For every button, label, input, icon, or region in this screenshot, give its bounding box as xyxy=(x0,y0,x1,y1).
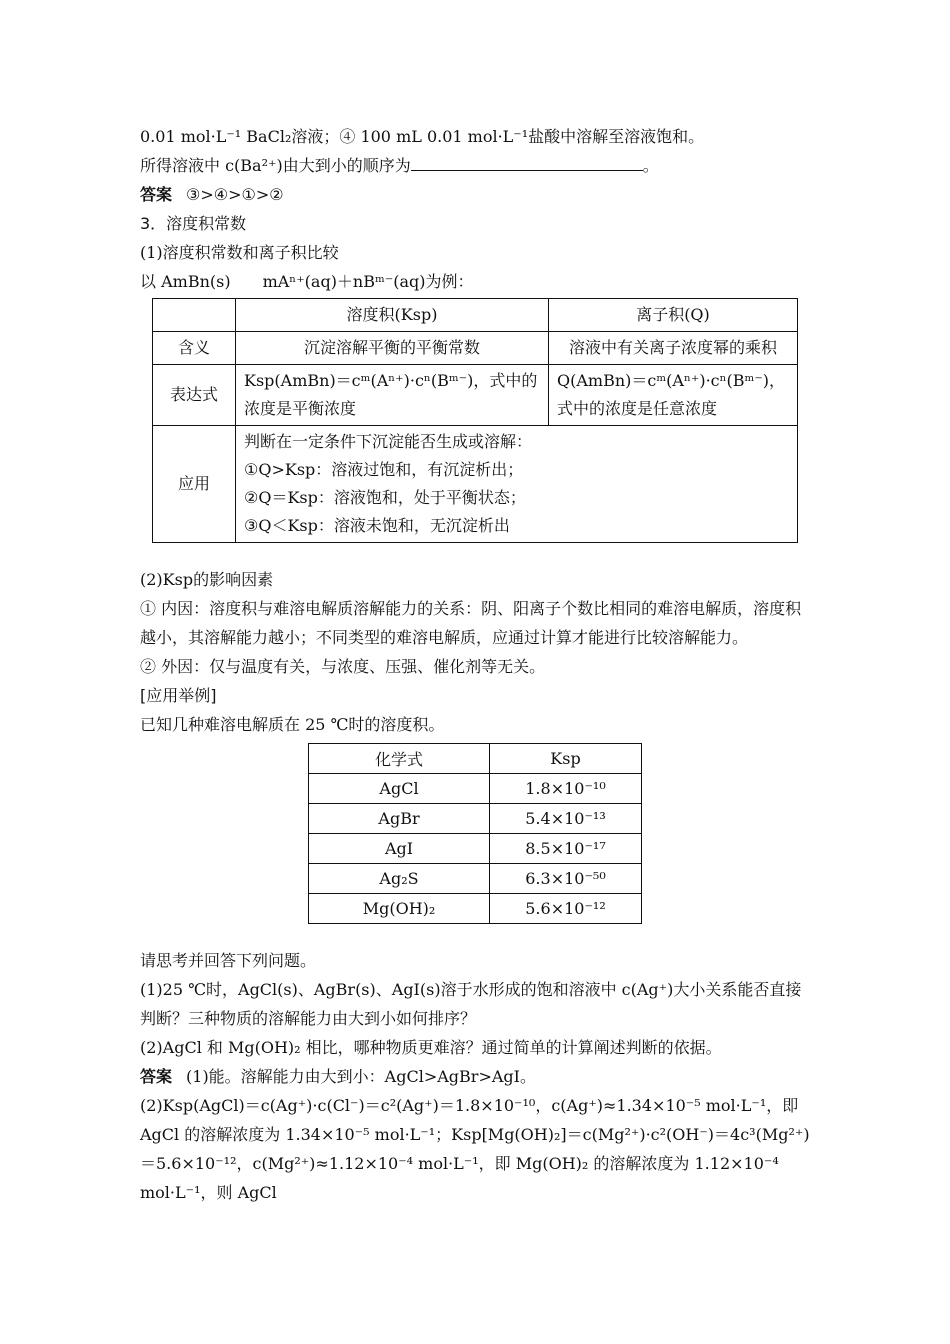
ksp-value-cell: 5.6×10⁻¹² xyxy=(490,894,642,924)
table-header-cell: 离子积(Q) xyxy=(549,299,798,332)
answer-label: 答案 xyxy=(140,185,173,204)
question-2: (2)AgCl 和 Mg(OH)₂ 相比，哪种物质更难溶？通过简单的计算阐述判断的依据。 xyxy=(140,1038,722,1057)
q-cell: 溶液中有关离子浓度幂的乘积 xyxy=(549,332,798,365)
ksp-value-cell: 8.5×10⁻¹⁷ xyxy=(490,834,642,864)
ksp-cell: Ksp(AmBn)＝cᵐ(Aⁿ⁺)·cⁿ(Bᵐ⁻)，式中的浓度是平衡浓度 xyxy=(236,365,549,426)
table-row xyxy=(309,834,642,864)
table-row xyxy=(309,894,642,924)
formula-cell: AgI xyxy=(309,834,490,864)
application-line: 判断在一定条件下沉淀能否生成或溶解： xyxy=(244,432,533,451)
intro-line-2 xyxy=(140,151,812,180)
application-line: ①Q>Ksp：溶液过饱和，有沉淀析出； xyxy=(244,460,524,479)
ksp-cell: 沉淀溶解平衡的平衡常数 xyxy=(236,332,549,365)
question-1: (1)25 ℃时，AgCl(s)、AgBr(s)、AgI(s)溶于水形成的饱和溶液中 c(Ag⁺)大小关系能否直接判断？三种物质的溶解能力由大到小如何排序？ xyxy=(140,980,802,1028)
factors-external: ② 外因：仅与温度有关，与浓度、压强、催化剂等无关。 xyxy=(140,657,546,676)
ksp-q-compare-table xyxy=(152,298,798,543)
answer-1: (1)能。溶解能力由大到小：AgCl>AgBr>AgI。 xyxy=(186,1067,536,1086)
table-row xyxy=(153,332,798,365)
questions-prompt: 请思考并回答下列问题。 xyxy=(140,951,317,970)
table-header-cell: 化学式 xyxy=(309,744,490,774)
table-header-cell: 溶度积(Ksp) xyxy=(236,299,549,332)
formula-cell: AgBr xyxy=(309,804,490,834)
q-cell: Q(AmBn)＝cᵐ(Aⁿ⁺)·cⁿ(Bᵐ⁻)，式中的浓度是任意浓度 xyxy=(549,365,798,426)
ksp-value-cell: 5.4×10⁻¹³ xyxy=(490,804,642,834)
table-row xyxy=(309,864,642,894)
formula-cell: AgCl xyxy=(309,774,490,804)
application-example-title: [应用举例] xyxy=(140,686,217,705)
table-header-cell: Ksp xyxy=(490,744,642,774)
row-label: 含义 xyxy=(153,332,236,365)
table-header-cell xyxy=(153,299,236,332)
table-row xyxy=(309,774,642,804)
answer-line-1 xyxy=(140,180,812,209)
table-row xyxy=(153,426,798,543)
answer-label: 答案 xyxy=(140,1067,173,1086)
table-row xyxy=(309,804,642,834)
ksp-values-table xyxy=(308,743,642,924)
answer-blank xyxy=(411,152,643,171)
table-row xyxy=(153,365,798,426)
answer-text: ③>④>①>② xyxy=(186,185,284,204)
ksp-value-cell: 1.8×10⁻¹⁰ xyxy=(490,774,642,804)
intro-line-2-prefix: 所得溶液中 c(Ba²⁺)由大到小的顺序为 xyxy=(140,156,411,175)
table-header-row xyxy=(153,299,798,332)
application-example-intro: 已知几种难溶电解质在 25 ℃时的溶度积。 xyxy=(140,715,445,734)
row-label: 表达式 xyxy=(153,365,236,426)
row-label: 应用 xyxy=(153,426,236,543)
ksp-value-cell: 6.3×10⁻⁵⁰ xyxy=(490,864,642,894)
section-3-subtitle: (1)溶度积常数和离子积比较 xyxy=(140,243,339,262)
answer-line-2 xyxy=(140,1062,812,1091)
application-line: ③Q＜Ksp：溶液未饱和，无沉淀析出 xyxy=(244,516,510,535)
factors-title: (2)Ksp的影响因素 xyxy=(140,570,274,589)
factors-internal: ① 内因：溶度积与难溶电解质溶解能力的关系：阴、阳离子个数比相同的难溶电解质，溶度积越小，其溶解能力越小；不同类型的难溶电解质，应通过计算才能进行比较溶解能力。 xyxy=(140,599,802,647)
application-line: ②Q＝Ksp：溶液饱和，处于平衡状态； xyxy=(244,488,526,507)
formula-cell: Mg(OH)₂ xyxy=(309,894,490,924)
application-cell xyxy=(236,426,798,543)
intro-line-1: 0.01 mol·L⁻¹ BaCl₂溶液；④ 100 mL 0.01 mol·L⁻¹盐酸中溶解至溶液饱和。 xyxy=(140,127,705,146)
intro-line-2-suffix: 。 xyxy=(642,156,659,175)
formula-cell: Ag₂S xyxy=(309,864,490,894)
table-header-row xyxy=(309,744,642,774)
section-3-example: 以 AmBn(s) mAⁿ⁺(aq)＋nBᵐ⁻(aq)为例： xyxy=(140,272,474,291)
answer-2: (2)Ksp(AgCl)＝c(Ag⁺)·c(Cl⁻)＝c²(Ag⁺)＝1.8×10⁻¹⁰，c(Ag⁺)≈1.34×10⁻⁵ mol·L⁻¹，即 AgCl 的溶解浓度为 1.34×10⁻⁵ mol·L⁻¹；Ksp[Mg(OH)₂]＝c(Mg²⁺)·c²(OH⁻)＝4c³(Mg²⁺)＝5.6×10⁻¹²，c(Mg²⁺)≈1.12×10⁻⁴ mol·L⁻¹，即 Mg(OH)₂ 的溶解浓度为 1.12×10⁻⁴ mol·L⁻¹，则 AgCl xyxy=(140,1096,810,1202)
document-page xyxy=(140,122,812,1207)
section-3-title: 3．溶度积常数 xyxy=(140,214,247,233)
